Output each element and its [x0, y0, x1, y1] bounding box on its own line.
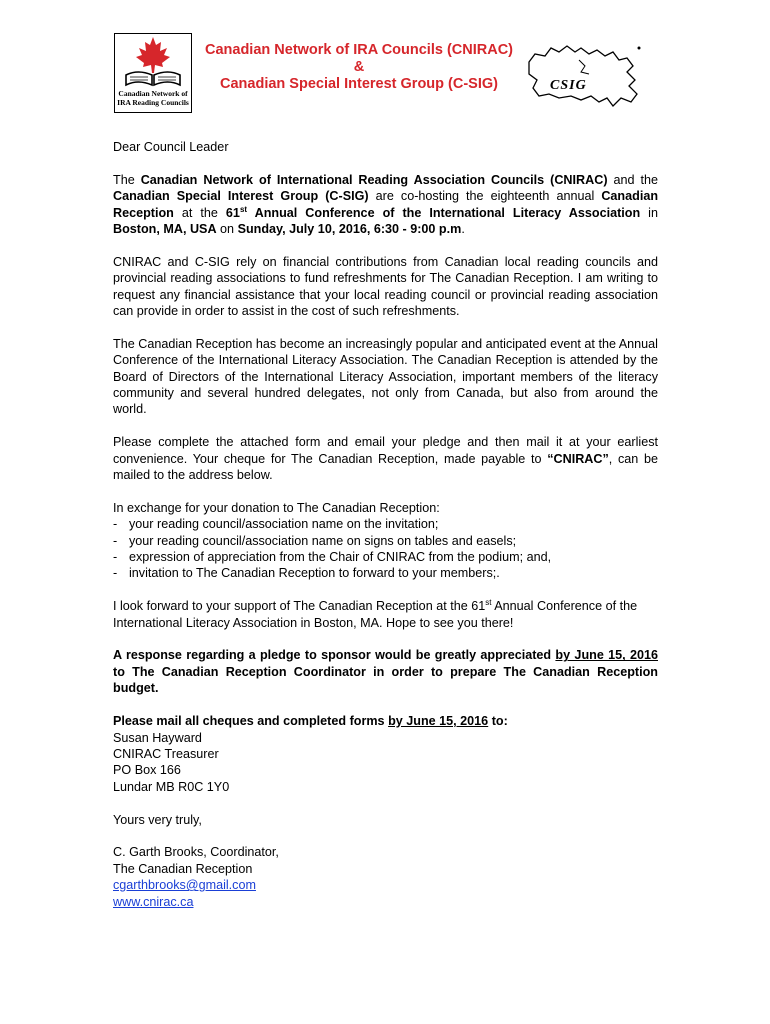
address-name: Susan Hayward — [113, 730, 202, 745]
address-title: CNIRAC Treasurer — [113, 746, 219, 761]
signature-name: C. Garth Brooks, Coordinator, — [113, 845, 279, 860]
title-line-cnirac: Canadian Network of IRA Councils (CNIRAC) — [204, 42, 513, 58]
list-item: - invitation to The Canadian Reception to forward to your members;. — [113, 565, 658, 581]
reception-paragraph: The Canadian Reception has become an increasingly popular and anticipated event at the Annual Conference of the International Literacy Association. The Canadian Reception is attended by the Board of Directors of the International Literacy Association, important members of the literacy community and several hundred delegates, not only from Canada, but also from around the world. — [113, 336, 658, 417]
intro-paragraph: The Canadian Network of International Reading Association Councils (CNIRAC) and the Canadian Special Interest Group (C-SIG) are co-hosting the eighteenth annual Canadian Reception at the 61st Annual Conference of the International Literacy Association in Boston, MA, USA on Sunday, July 10, 2016, 6:30 - 9:00 p.m. — [113, 172, 659, 237]
instructions-paragraph: Please complete the attached form and email your pledge and then mail it at your earliest convenience. Your cheque for The Canadian Reception, made payable to “CNIRAC”, can be mailed to the address below. — [113, 435, 659, 483]
list-item: - your reading council/association name on the invitation; — [113, 516, 658, 532]
support-paragraph: I look forward to your support of The Canadian Reception at the 61st Annual Conference of the International Literacy Association in Boston, MA. Hope to see you there! — [113, 598, 638, 630]
address-po-box: PO Box 166 — [113, 763, 181, 778]
maple-leaf-book-icon — [118, 35, 188, 89]
mailing-block: Please mail all cheques and completed forms by June 15, 2016 to: Susan Hayward CNIRAC Treasurer PO Box 166 Lundar MB R0C 1Y0 — [113, 713, 658, 795]
response-paragraph: A response regarding a pledge to sponsor would be greatly appreciated by June 15, 2016 to The Canadian Reception Coordinator in order to prepare The Canadian Reception budget. — [113, 648, 658, 696]
exchange-intro: In exchange for your donation to The Canadian Reception: — [113, 500, 440, 515]
title-line-ampersand: & — [353, 59, 365, 75]
email-link[interactable]: cgarthbrooks@gmail.com — [113, 878, 256, 893]
left-logo-caption: Canadian Network of IRA Reading Councils — [117, 89, 189, 107]
cnirac-logo — [114, 33, 192, 113]
list-item: - expression of appreciation from the Chair of CNIRAC from the podium; and, — [113, 549, 658, 565]
letter-body — [113, 139, 658, 926]
greeting: Dear Council Leader — [113, 140, 229, 154]
signature-block — [113, 844, 658, 910]
website-link[interactable]: www.cnirac.ca — [113, 894, 194, 909]
funding-paragraph: CNIRAC and C-SIG rely on financial contributions from Canadian local reading councils and provincial reading associations to fund refreshments for The Canadian Reception. I am writing to request any financial assistance that your local reading council or provincial reading association can provide in order to assist in the cost of such refreshments. — [113, 254, 658, 319]
csig-logo-text: CSIG — [550, 78, 587, 93]
title-line-csig: Canadian Special Interest Group (C-SIG) — [220, 76, 498, 92]
exchange-list — [113, 516, 658, 582]
closing: Yours very truly, — [113, 812, 202, 827]
address-city: Lundar MB R0C 1Y0 — [113, 779, 230, 794]
list-item: - your reading council/association name on signs on tables and easels; — [113, 533, 658, 549]
signature-title: The Canadian Reception — [113, 861, 253, 876]
csig-logo — [515, 40, 645, 120]
letterhead-title — [196, 42, 522, 93]
